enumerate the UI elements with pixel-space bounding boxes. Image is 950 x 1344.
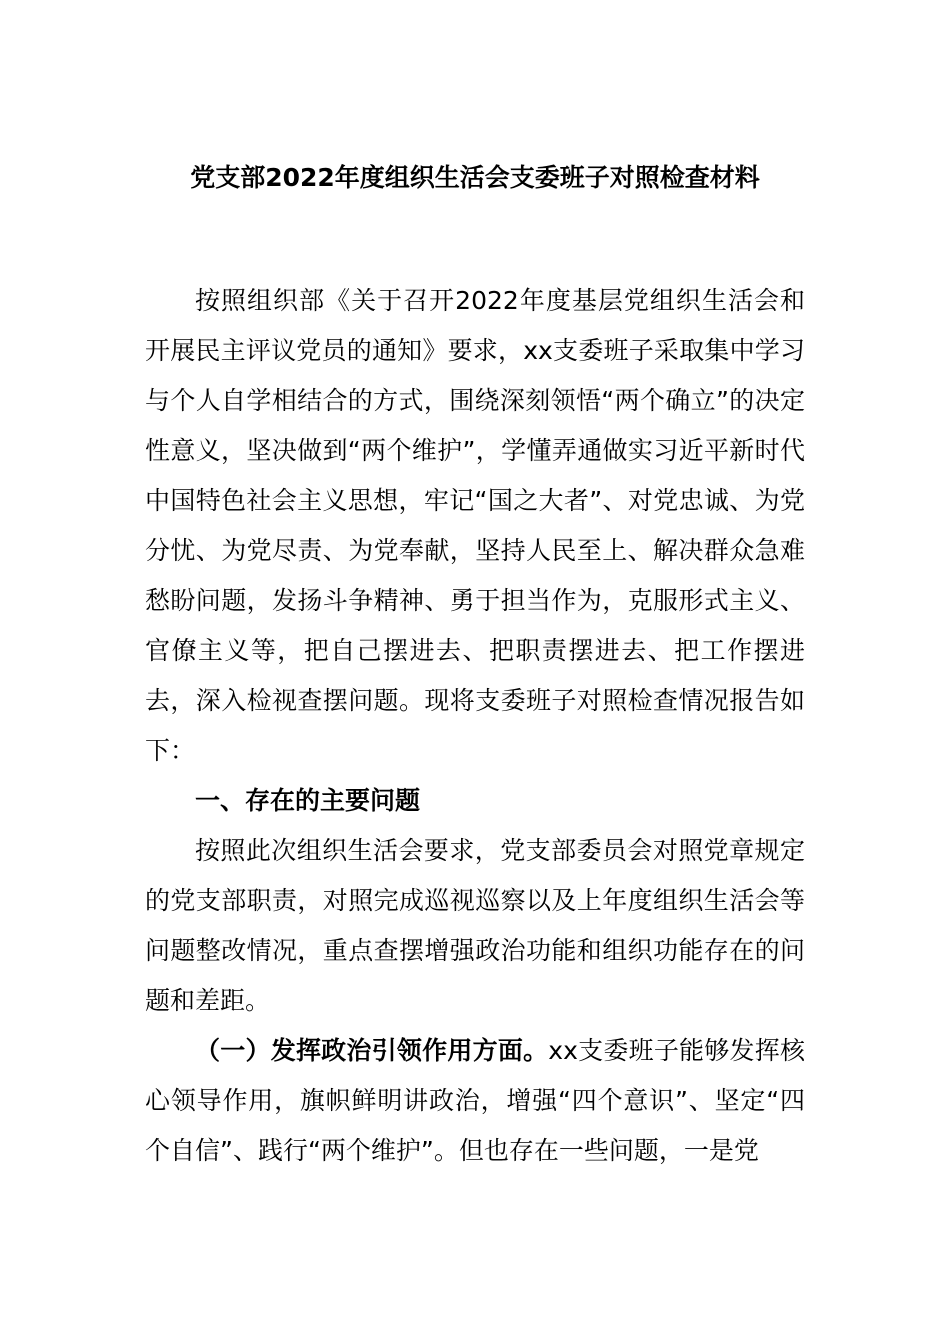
- paragraph-political-leadership-text: xx支委班子能够发挥核心领导作用，旗帜鲜明讲政治，增强“四个意识”、坚定“四个自信”、践行“两个维护”。但也存在一些问题，一是党: [145, 1036, 805, 1165]
- section-heading-problems: 一、存在的主要问题: [195, 786, 421, 815]
- subsection-lead-political-leadership: （一）发挥政治引领作用方面。: [195, 1036, 549, 1065]
- paragraph-intro: 按照组织部《关于召开2022年度基层党组织生活会和开展民主评议党员的通知》要求，xx支委班子采取集中学习与个人自学相结合的方式，围绕深刻领悟“两个确立”的决定性意义，坚决做到“两个维护”，学懂弄通做实习近平新时代中国特色社会主义思想，牢记“国之大者”、对党忠诚、为党分忧、为党尽责、为党奉献，坚持人民至上、解决群众急难愁盼问题，发扬斗争精神、勇于担当作为，克服形式主义、官僚主义等，把自己摆进去、把职责摆进去、把工作摆进去，深入检视查摆问题。现将支委班子对照检查情况报告如下：: [145, 286, 805, 765]
- paragraph-problems-overview: 按照此次组织生活会要求，党支部委员会对照党章规定的党支部职责，对照完成巡视巡察以及上年度组织生活会等问题整改情况，重点查摆增强政治功能和组织功能存在的问题和差距。: [145, 836, 805, 1015]
- document-title: 党支部2022年度组织生活会支委班子对照检查材料: [190, 163, 760, 192]
- paragraph-political-leadership: [145, 1026, 805, 1176]
- document-body: [145, 276, 805, 1176]
